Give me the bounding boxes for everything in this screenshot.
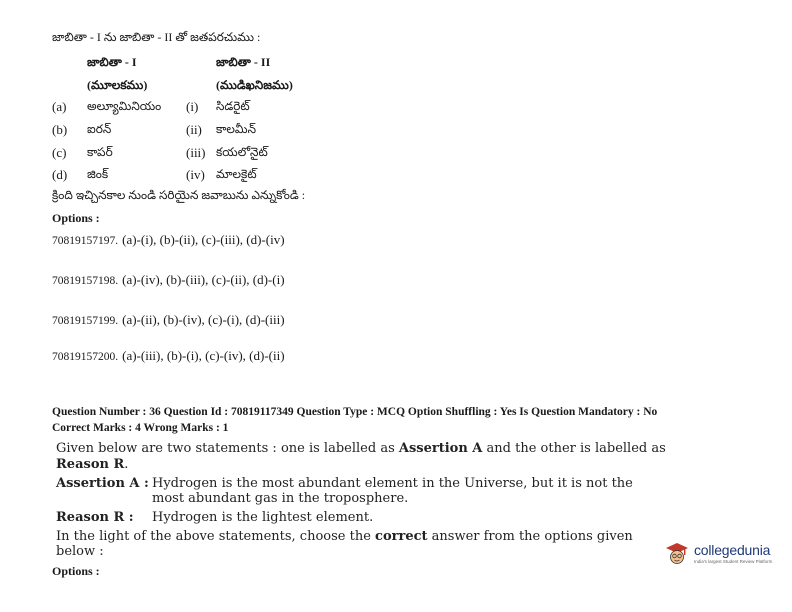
closing-text-line2: below : — [56, 544, 104, 559]
question-marks: Correct Marks : 4 Wrong Marks : 1 — [52, 422, 229, 434]
pair-match: కాలమీన్ — [216, 122, 257, 136]
pair-label: (b) — [52, 122, 68, 137]
pair-label: (c) — [52, 145, 67, 160]
pair-number: (i) — [186, 99, 199, 114]
option-id: 70819157197. — [52, 235, 119, 247]
option-id: 70819157198. — [52, 275, 119, 287]
assertion-term: Assertion A — [398, 441, 483, 456]
pair-label: (d) — [52, 167, 68, 182]
option-text: (a)-(i), (b)-(ii), (c)-(iii), (d)-(iv) — [122, 232, 285, 247]
question-intro-line2 — [56, 457, 128, 472]
graduate-mascot-icon — [664, 540, 690, 566]
list-1-title: జాబితా - I — [87, 55, 137, 69]
reason-term: Reason R — [56, 457, 125, 472]
option-item[interactable] — [52, 271, 285, 289]
collegedunia-logo — [664, 540, 772, 566]
assertion-text: Hydrogen is the most abundant element in the Universe, but it is not the — [152, 476, 633, 491]
pair-match: మాలకైట్ — [216, 167, 257, 181]
pair-match: సిడరైట్ — [216, 99, 250, 113]
pair-match: కయలోనైట్ — [216, 145, 268, 159]
list-1-subtitle: (మూలకము) — [87, 78, 148, 92]
option-id: 70819157199. — [52, 315, 119, 327]
pair-item: కాపర్ — [87, 145, 113, 159]
question-meta: Question Number : 36 Question Id : 70819117349 Question Type : MCQ Option Shuffling : Yes Is Question Mandatory : No — [52, 406, 658, 418]
assertion-label: Assertion A : — [56, 476, 149, 491]
option-id: 70819157200. — [52, 351, 119, 363]
assertion-text-line2: most abundant gas in the troposphere. — [152, 491, 409, 506]
reason-label: Reason R : — [56, 510, 134, 525]
question-title: జాబితా - I ను జాబితా - II తో జతపరచుము : — [52, 30, 261, 44]
question-intro — [56, 441, 666, 456]
instruction: క్రింది ఇచ్చినకాల నుండి సరియైన జవాబును ఎన్నుకోండి : — [52, 188, 306, 202]
options-heading-2: Options : — [52, 564, 100, 578]
pair-item: ఐరన్ — [87, 122, 112, 136]
intro-text: Given below are two statements : one is labelled as — [56, 441, 399, 456]
intro-text: and the other is labelled as — [482, 441, 666, 456]
logo-name: collegedunia — [694, 542, 771, 558]
list-2-title: జాబితా - II — [216, 55, 271, 69]
option-text: (a)-(iii), (b)-(i), (c)-(iv), (d)-(ii) — [122, 348, 285, 363]
pair-number: (iii) — [186, 145, 206, 160]
correct-term: correct — [375, 529, 428, 544]
logo-tagline: India's largest Student Review Platform — [694, 559, 773, 564]
intro-text: . — [124, 457, 129, 472]
option-item[interactable] — [52, 311, 285, 329]
closing-text: In the light of the above statements, choose the correct answer from the options given — [56, 529, 633, 544]
pair-item: జింక్ — [87, 167, 109, 181]
pair-label: (a) — [52, 99, 67, 114]
option-text: (a)-(iv), (b)-(iii), (c)-(ii), (d)-(i) — [122, 272, 285, 287]
option-item[interactable] — [52, 347, 285, 365]
pair-number: (iv) — [186, 167, 205, 182]
pair-number: (ii) — [186, 122, 202, 137]
options-heading: Options : — [52, 211, 100, 225]
pair-item: అల్యూమినియం — [87, 99, 162, 113]
reason-text: Hydrogen is the lightest element. — [152, 510, 374, 525]
option-text: (a)-(ii), (b)-(iv), (c)-(i), (d)-(iii) — [122, 312, 285, 327]
option-item[interactable] — [52, 231, 285, 249]
list-2-subtitle: (ముడిఖనిజము) — [216, 78, 293, 92]
